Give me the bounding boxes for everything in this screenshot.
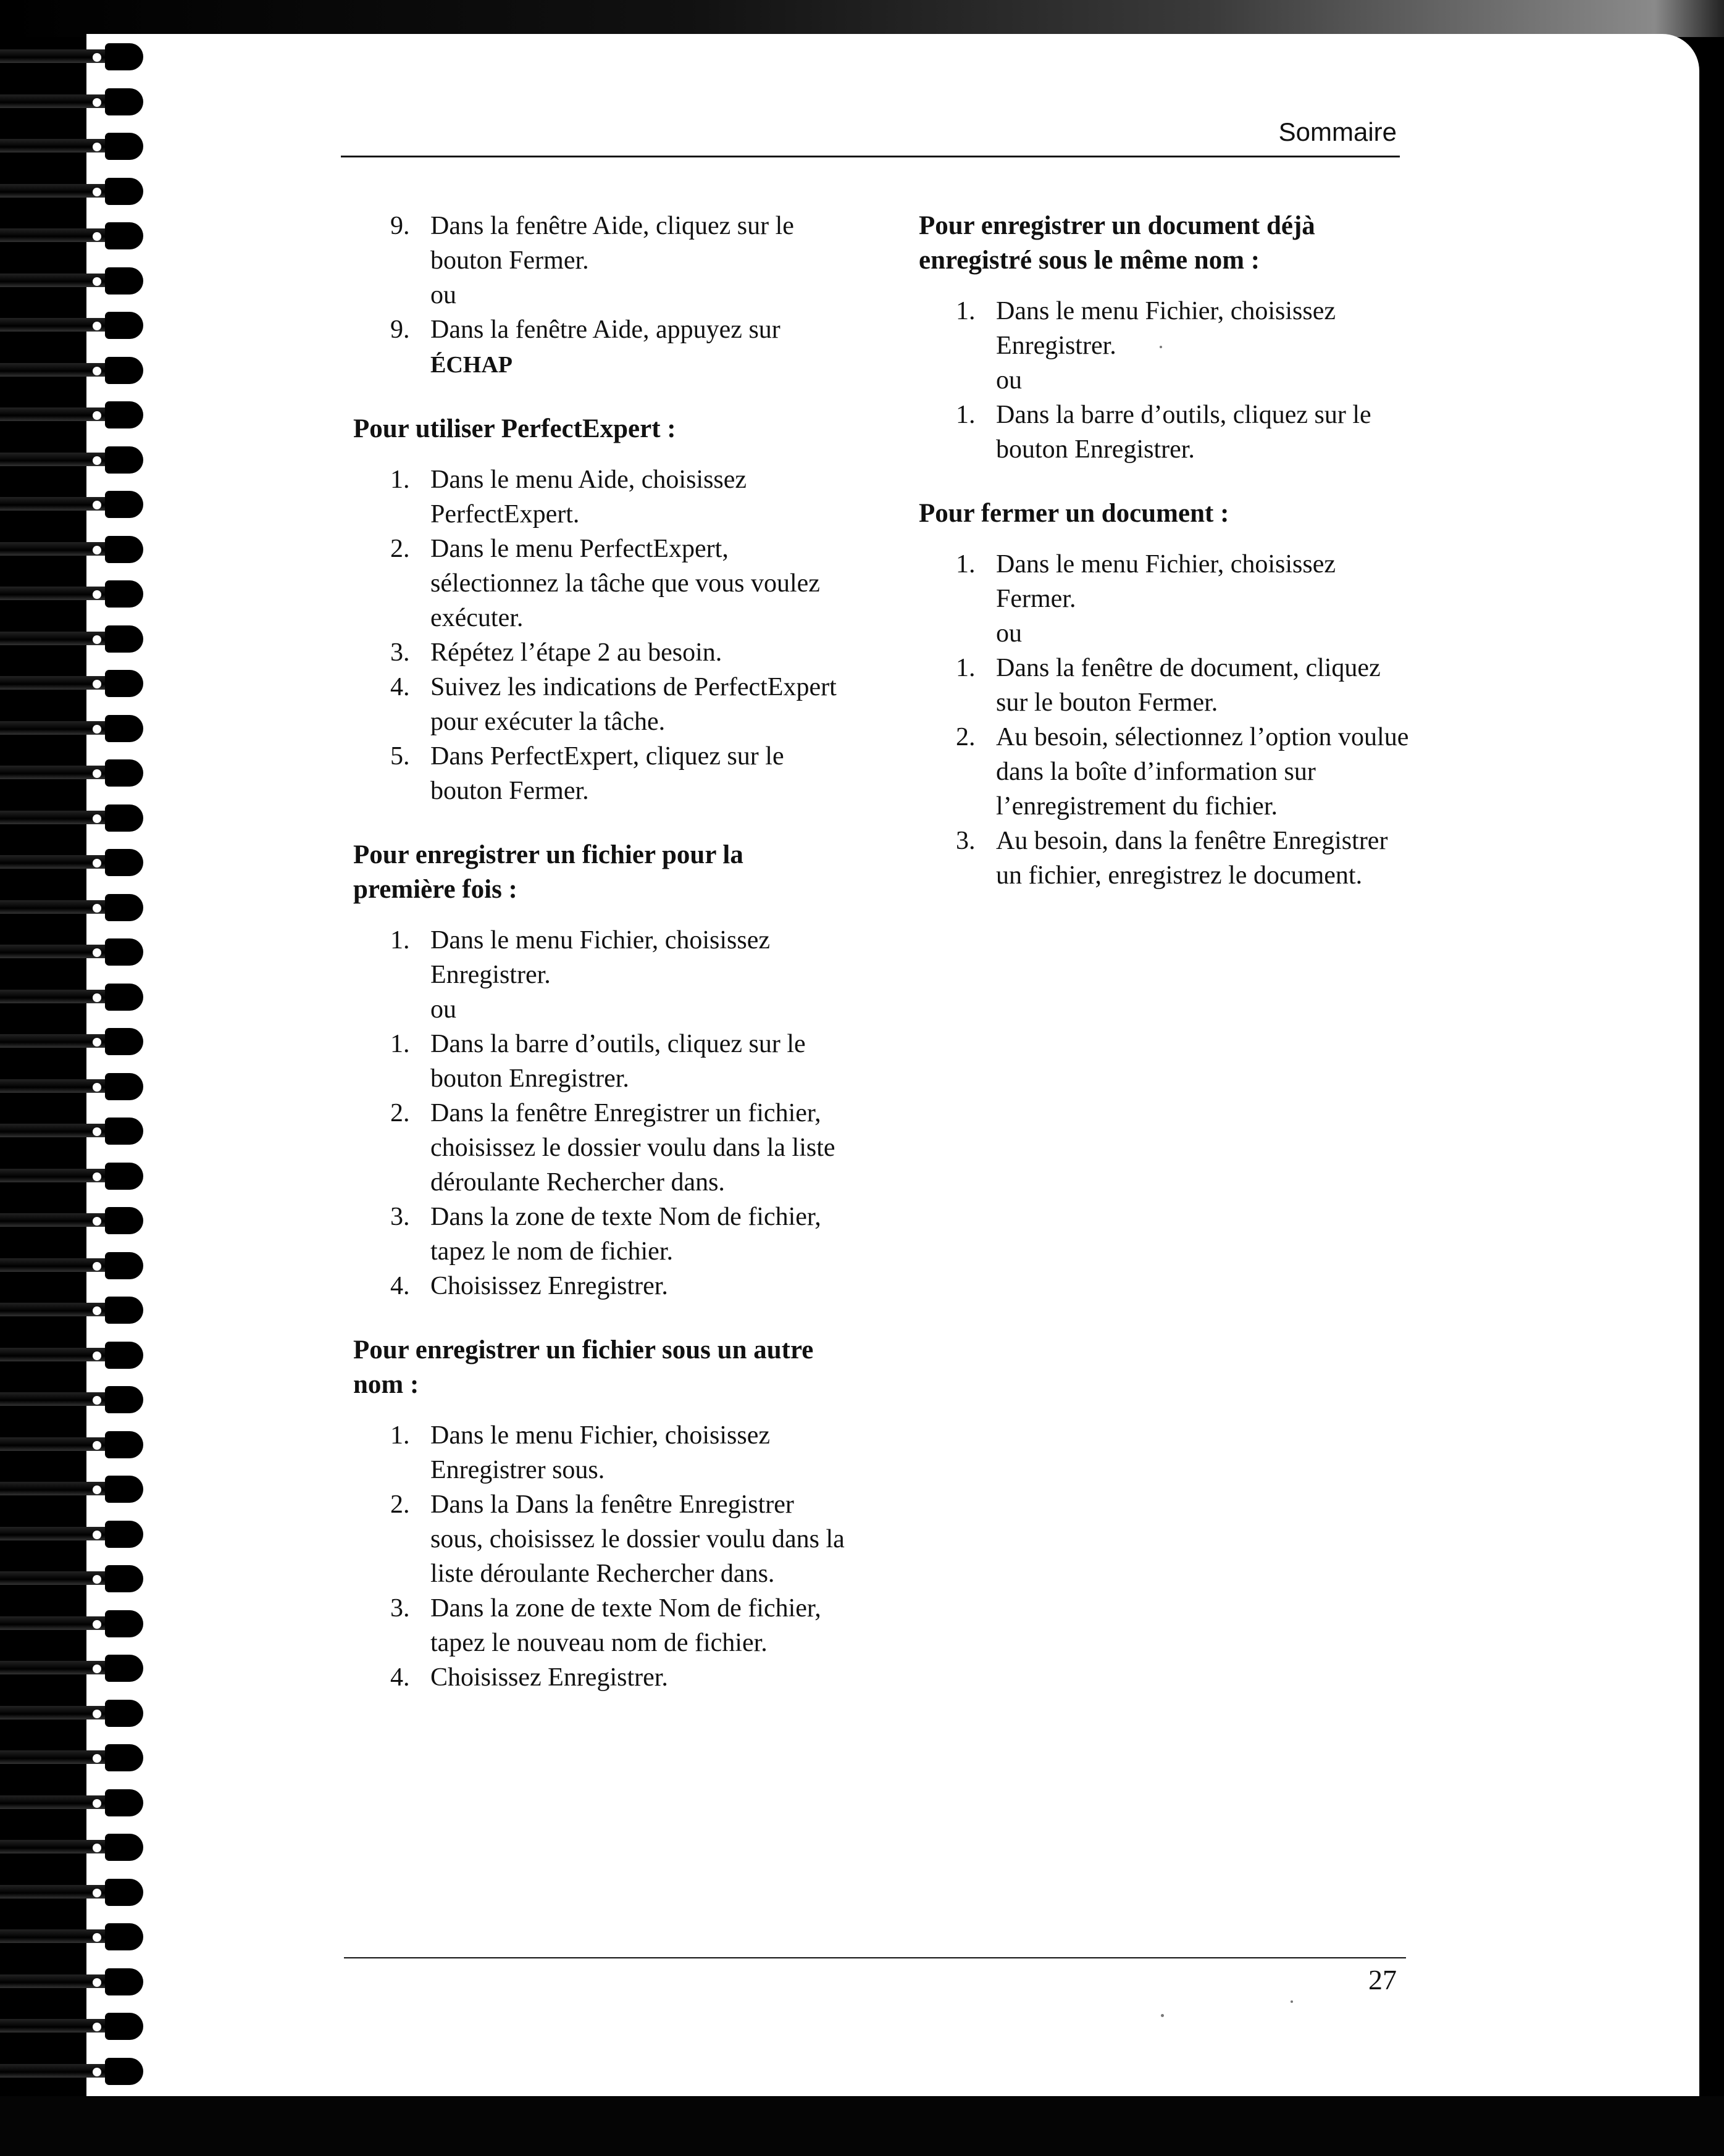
binding-coil: [0, 2013, 148, 2041]
list-item: [353, 635, 847, 670]
coil-loop: [105, 1700, 143, 1727]
page-sheet: [86, 34, 1699, 2097]
scan-speck: [1161, 2014, 1164, 2017]
coil-hole: [93, 1710, 101, 1718]
list-item: [919, 294, 1413, 363]
step-number: 2.: [390, 1490, 410, 1519]
coil-loop: [105, 1207, 143, 1234]
binding-coil: [0, 1342, 148, 1370]
binding-coil: [0, 133, 148, 161]
step-number: 3.: [956, 827, 976, 855]
coil-hole: [93, 769, 101, 778]
coil-loop: [105, 491, 143, 518]
list-item: [353, 1200, 847, 1269]
coil-loop: [105, 88, 143, 115]
key-name: ÉCHAP: [430, 352, 513, 378]
coil-hole: [93, 188, 101, 196]
step-list: [353, 462, 847, 808]
binding-coil: [0, 2058, 148, 2086]
coil-loop: [105, 222, 143, 249]
coil-loop: [105, 133, 143, 160]
binding-coil: [0, 759, 148, 788]
binding-coil: [0, 625, 148, 654]
coil-loop: [105, 1028, 143, 1055]
coil-hole: [93, 456, 101, 465]
step-number: 1.: [390, 466, 410, 494]
step-text: Dans le menu Fichier, choisissez Enregistrer sous.: [430, 1421, 771, 1484]
coil-loop: [105, 1968, 143, 1995]
page-header-title: Sommaire: [1278, 117, 1397, 146]
coil-hole: [93, 680, 101, 688]
coil-hole: [93, 1575, 101, 1584]
list-item: [919, 651, 1413, 720]
binding-coil: [0, 446, 148, 475]
coil-hole: [93, 1933, 101, 1942]
or-separator: ou: [430, 281, 456, 309]
coil-hole: [93, 53, 101, 62]
section-heading: Pour fermer un document :: [919, 499, 1229, 528]
step-number: 5.: [390, 742, 410, 771]
section-heading: Pour utiliser PerfectExpert :: [353, 414, 676, 443]
binding-coil: [0, 1700, 148, 1728]
binding-coil: [0, 1252, 148, 1281]
step-number: 2.: [390, 1099, 410, 1127]
coil-loop: [105, 1834, 143, 1861]
list-item: [353, 209, 847, 278]
step-number: 4.: [390, 1272, 410, 1300]
coil-hole: [93, 1441, 101, 1450]
binding-coil: [0, 1163, 148, 1191]
coil-loop: [105, 625, 143, 653]
step-number: 1.: [956, 297, 976, 325]
list-item: [353, 923, 847, 992]
coil-hole: [93, 1038, 101, 1047]
coil-hole: [93, 1978, 101, 1987]
step-text: Répétez l’étape 2 au besoin.: [430, 638, 722, 667]
coil-hole: [93, 814, 101, 823]
coil-loop: [105, 938, 143, 966]
coil-hole: [93, 859, 101, 867]
coil-loop: [105, 804, 143, 832]
coil-loop: [105, 1297, 143, 1324]
coil-hole: [93, 1172, 101, 1181]
step-text: Au besoin, dans la fenêtre Enregistrer un fichier, enregistrez le document.: [996, 827, 1388, 890]
step-text: Dans la Dans la fenêtre Enregistrer sous, choisissez le dossier voulu dans la liste déroulante Rechercher dans.: [430, 1490, 845, 1588]
coil-hole: [93, 143, 101, 151]
footer-rule: [344, 1957, 1406, 1958]
binding-coil: [0, 1521, 148, 1549]
or-separator: ou: [996, 619, 1022, 648]
coil-hole: [93, 1889, 101, 1897]
binding-coil: [0, 580, 148, 609]
coil-hole: [93, 232, 101, 241]
step-number: 2.: [956, 723, 976, 751]
binding-coil: [0, 43, 148, 72]
step-number: 4.: [390, 673, 410, 701]
binding-coil: [0, 1118, 148, 1146]
coil-hole: [93, 501, 101, 509]
coil-loop: [105, 1163, 143, 1190]
coil-loop: [105, 1879, 143, 1906]
list-item: [353, 1418, 847, 1487]
list-item: [353, 462, 847, 532]
binding-coil: [0, 222, 148, 251]
binding-coil: [0, 715, 148, 743]
binding-coil: [0, 1879, 148, 1907]
list-item: [353, 312, 847, 382]
coil-loop: [105, 267, 143, 295]
coil-hole: [93, 948, 101, 957]
section-heading: Pour enregistrer un fichier pour la première fois :: [353, 840, 743, 904]
coil-loop: [105, 759, 143, 787]
step-text: Choisissez Enregistrer.: [430, 1272, 668, 1300]
coil-loop: [105, 2058, 143, 2085]
intro-steps: [353, 209, 847, 382]
coil-loop: [105, 1118, 143, 1145]
coil-loop: [105, 670, 143, 697]
step-text: Dans PerfectExpert, cliquez sur le bouton Fermer.: [430, 742, 784, 805]
step-text: Dans la zone de texte Nom de fichier, tapez le nom de fichier.: [430, 1203, 821, 1266]
list-item: [353, 739, 847, 808]
coil-hole: [93, 1262, 101, 1271]
step-number: 3.: [390, 1203, 410, 1231]
step-text: Choisissez Enregistrer.: [430, 1663, 668, 1692]
coil-hole: [93, 1083, 101, 1092]
list-item: [353, 1027, 847, 1096]
coil-hole: [93, 635, 101, 644]
list-item: [353, 1269, 847, 1303]
coil-loop: [105, 1610, 143, 1637]
list-item: [353, 1660, 847, 1695]
coil-loop: [105, 1565, 143, 1592]
coil-hole: [93, 1665, 101, 1673]
coil-loop: [105, 2013, 143, 2040]
coil-hole: [93, 1799, 101, 1808]
step-text: Dans le menu Fichier, choisissez Enregistrer.: [996, 297, 1336, 360]
step-text: Dans la fenêtre Aide, cliquez sur le bouton Fermer.: [430, 212, 794, 275]
binding-coil: [0, 938, 148, 967]
binding-coil: [0, 804, 148, 833]
list-item: [353, 1096, 847, 1200]
list-item: [919, 398, 1413, 467]
coil-hole: [93, 411, 101, 420]
step-number: 1.: [956, 654, 976, 682]
coil-hole: [93, 1396, 101, 1405]
step-text: Dans la barre d’outils, cliquez sur le bouton Enregistrer.: [996, 401, 1371, 464]
coil-loop: [105, 401, 143, 428]
binding-coil: [0, 1431, 148, 1460]
coil-loop: [105, 894, 143, 921]
step-list: [353, 1418, 847, 1695]
binding-coil: [0, 1476, 148, 1504]
or-separator: ou: [996, 366, 1022, 395]
list-item: [919, 547, 1413, 616]
step-list: [353, 923, 847, 1303]
section-heading: Pour enregistrer un document déjà enregistré sous le même nom :: [919, 211, 1315, 275]
binding-coil: [0, 1610, 148, 1639]
step-text: Suivez les indications de PerfectExpert pour exécuter la tâche.: [430, 673, 837, 736]
page-number: 27: [1368, 1964, 1397, 1995]
coil-loop: [105, 1342, 143, 1369]
binding-coil: [0, 670, 148, 698]
binding-coil: [0, 1207, 148, 1235]
coil-hole: [93, 322, 101, 330]
coil-hole: [93, 546, 101, 554]
binding-coil: [0, 1297, 148, 1325]
coil-loop: [105, 715, 143, 742]
coil-hole: [93, 1127, 101, 1136]
coil-loop: [105, 1521, 143, 1548]
spiral-binding: [0, 37, 154, 2099]
binding-coil: [0, 1789, 148, 1818]
coil-hole: [93, 1485, 101, 1494]
scan-top-edge: [0, 0, 1724, 37]
binding-coil: [0, 1744, 148, 1773]
step-text: Dans la fenêtre de document, cliquez sur le bouton Fermer.: [996, 654, 1381, 717]
header-rule: [341, 156, 1400, 157]
step-number: 9.: [390, 315, 410, 344]
coil-loop: [105, 446, 143, 474]
step-number: 1.: [956, 401, 976, 429]
coil-hole: [93, 2068, 101, 2076]
binding-coil: [0, 1834, 148, 1862]
coil-hole: [93, 1352, 101, 1360]
step-text: Dans le menu Fichier, choisissez Fermer.: [996, 550, 1336, 613]
coil-hole: [93, 904, 101, 913]
binding-coil: [0, 88, 148, 117]
step-number: 1.: [390, 1030, 410, 1058]
coil-hole: [93, 367, 101, 375]
coil-hole: [93, 1844, 101, 1852]
binding-coil: [0, 1565, 148, 1594]
binding-coil: [0, 178, 148, 206]
coil-loop: [105, 1476, 143, 1503]
binding-coil: [0, 1655, 148, 1683]
left-column: [353, 209, 847, 1724]
binding-coil: [0, 401, 148, 430]
step-text: Au besoin, sélectionnez l’option voulue dans la boîte d’information sur l’enregistrement du fichier.: [996, 723, 1409, 821]
coil-hole: [93, 725, 101, 733]
list-item: [919, 824, 1413, 893]
scan-speck: [1160, 346, 1162, 348]
step-number: 9.: [390, 212, 410, 240]
binding-coil: [0, 1968, 148, 1997]
binding-coil: [0, 849, 148, 877]
coil-loop: [105, 1655, 143, 1682]
list-item: [919, 720, 1413, 824]
binding-coil: [0, 357, 148, 385]
coil-loop: [105, 178, 143, 205]
binding-coil: [0, 267, 148, 296]
step-number: 1.: [390, 926, 410, 955]
binding-coil: [0, 312, 148, 340]
scan-bottom-edge: [0, 2096, 1724, 2156]
coil-loop: [105, 849, 143, 876]
coil-loop: [105, 357, 143, 384]
binding-coil: [0, 1923, 148, 1952]
coil-loop: [105, 984, 143, 1011]
binding-coil: [0, 984, 148, 1012]
coil-loop: [105, 580, 143, 608]
step-number: 4.: [390, 1663, 410, 1692]
step-text: Dans le menu Aide, choisissez PerfectExpert.: [430, 466, 747, 529]
or-separator: ou: [430, 995, 456, 1024]
step-number: 3.: [390, 1594, 410, 1623]
coil-loop: [105, 1386, 143, 1413]
coil-hole: [93, 993, 101, 1002]
step-number: 1.: [390, 1421, 410, 1450]
coil-loop: [105, 1744, 143, 1771]
coil-hole: [93, 2023, 101, 2031]
coil-hole: [93, 1217, 101, 1226]
binding-coil: [0, 894, 148, 922]
list-item: [353, 1487, 847, 1591]
coil-loop: [105, 43, 143, 70]
step-text: Dans la barre d’outils, cliquez sur le bouton Enregistrer.: [430, 1030, 806, 1093]
section-heading: Pour enregistrer un fichier sous un autre nom :: [353, 1335, 814, 1399]
coil-hole: [93, 590, 101, 599]
list-item: [353, 1591, 847, 1660]
binding-coil: [0, 1073, 148, 1101]
step-number: 3.: [390, 638, 410, 667]
binding-coil: [0, 1386, 148, 1414]
coil-loop: [105, 1789, 143, 1816]
coil-hole: [93, 1531, 101, 1539]
step-text: Dans la fenêtre Aide, appuyez sur: [430, 315, 780, 344]
coil-hole: [93, 1306, 101, 1315]
coil-loop: [105, 1073, 143, 1100]
step-list: [919, 294, 1413, 467]
scan-speck: [1291, 2000, 1293, 2003]
binding-coil: [0, 1028, 148, 1056]
coil-loop: [105, 1923, 143, 1950]
coil-hole: [93, 1754, 101, 1763]
coil-hole: [93, 1620, 101, 1629]
coil-loop: [105, 536, 143, 563]
step-text: Dans le menu Fichier, choisissez Enregistrer.: [430, 926, 771, 989]
step-list: [919, 547, 1413, 893]
coil-loop: [105, 1252, 143, 1279]
coil-loop: [105, 1431, 143, 1458]
list-item: [353, 532, 847, 635]
binding-coil: [0, 536, 148, 564]
coil-hole: [93, 277, 101, 286]
step-number: 2.: [390, 535, 410, 563]
list-item: [353, 670, 847, 739]
binding-coil: [0, 491, 148, 519]
coil-loop: [105, 312, 143, 339]
right-column: [919, 209, 1413, 922]
step-text: Dans la zone de texte Nom de fichier, tapez le nouveau nom de fichier.: [430, 1594, 821, 1657]
step-number: 1.: [956, 550, 976, 579]
coil-hole: [93, 98, 101, 107]
step-text: Dans le menu PerfectExpert, sélectionnez la tâche que vous voulez exécuter.: [430, 535, 820, 632]
step-text: Dans la fenêtre Enregistrer un fichier, choisissez le dossier voulu dans la liste déroulante Rechercher dans.: [430, 1099, 835, 1197]
